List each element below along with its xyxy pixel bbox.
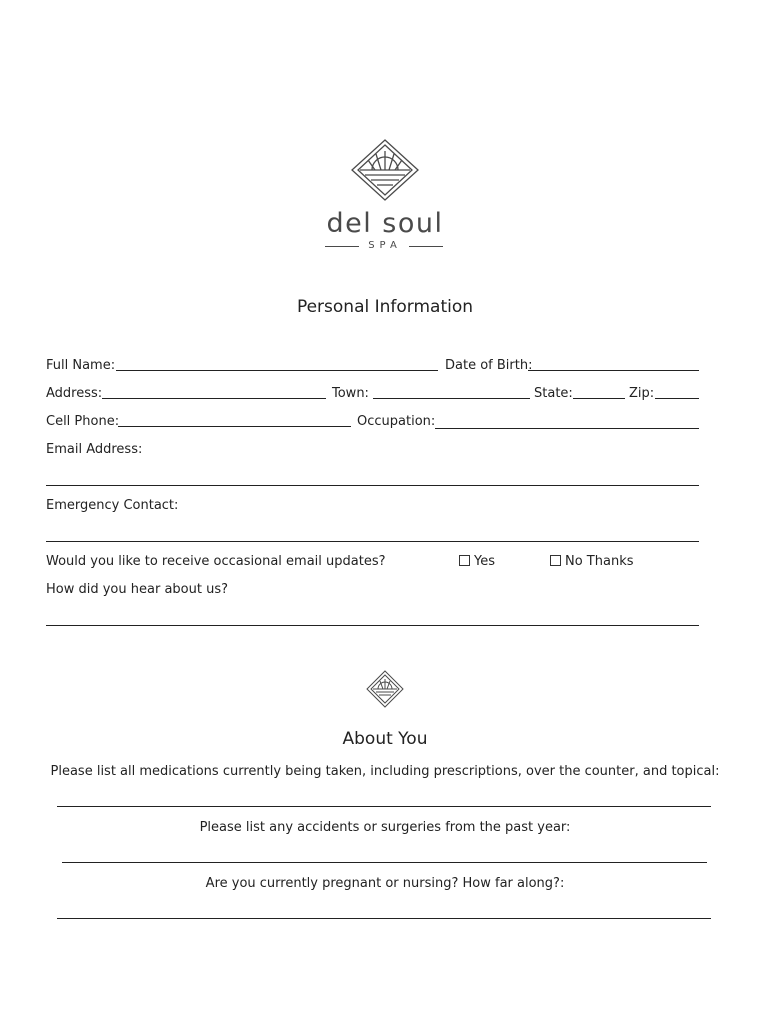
brand-sub-row bbox=[325, 240, 443, 254]
brand-sub: SPA bbox=[368, 240, 402, 251]
hear-label: How did you hear about us? bbox=[46, 582, 228, 597]
dob-field[interactable] bbox=[528, 370, 699, 371]
email-label: Email Address: bbox=[46, 442, 143, 457]
pregnant-label: Are you currently pregnant or nursing? How far along?: bbox=[205, 876, 565, 891]
accidents-label: Please list any accidents or surgeries from the past year: bbox=[199, 820, 571, 835]
updates-question: Would you like to receive occasional email updates? bbox=[46, 554, 386, 569]
cell-phone-field[interactable] bbox=[118, 426, 351, 427]
no-thanks-label: No Thanks bbox=[565, 554, 634, 569]
section-heading: Personal Information bbox=[296, 297, 474, 317]
town-field[interactable] bbox=[373, 398, 530, 399]
cell-phone-label: Cell Phone: bbox=[46, 414, 120, 429]
occupation-label: Occupation: bbox=[357, 414, 436, 429]
yes-label: Yes bbox=[474, 554, 495, 569]
full-name-field[interactable] bbox=[116, 370, 438, 371]
accidents-field[interactable] bbox=[62, 862, 707, 863]
zip-label: Zip: bbox=[629, 386, 655, 401]
diamond-sun-icon bbox=[350, 138, 420, 202]
dob-label: Date of Birth: bbox=[445, 358, 533, 373]
divider bbox=[325, 246, 359, 247]
hear-field[interactable] bbox=[46, 625, 699, 626]
about-heading: About You bbox=[342, 729, 428, 749]
medications-label: Please list all medications currently being taken, including prescriptions, over the counter, and topical: bbox=[50, 764, 720, 779]
yes-checkbox[interactable] bbox=[459, 555, 470, 566]
yes-option[interactable] bbox=[459, 554, 495, 570]
small-diamond-icon bbox=[366, 670, 404, 708]
state-field[interactable] bbox=[573, 398, 625, 399]
pregnant-field[interactable] bbox=[57, 918, 711, 919]
no-thanks-option[interactable] bbox=[550, 554, 634, 570]
no-thanks-checkbox[interactable] bbox=[550, 555, 561, 566]
town-label: Town: bbox=[332, 386, 369, 401]
brand-name: del soul bbox=[326, 208, 444, 239]
medications-field[interactable] bbox=[57, 806, 711, 807]
zip-field[interactable] bbox=[655, 398, 699, 399]
email-field[interactable] bbox=[46, 485, 699, 486]
address-field[interactable] bbox=[102, 398, 326, 399]
emergency-label: Emergency Contact: bbox=[46, 498, 179, 513]
divider bbox=[409, 246, 443, 247]
state-label: State: bbox=[534, 386, 573, 401]
occupation-field[interactable] bbox=[435, 428, 699, 429]
full-name-label: Full Name: bbox=[46, 358, 116, 373]
emergency-field[interactable] bbox=[46, 541, 699, 542]
address-label: Address: bbox=[46, 386, 103, 401]
